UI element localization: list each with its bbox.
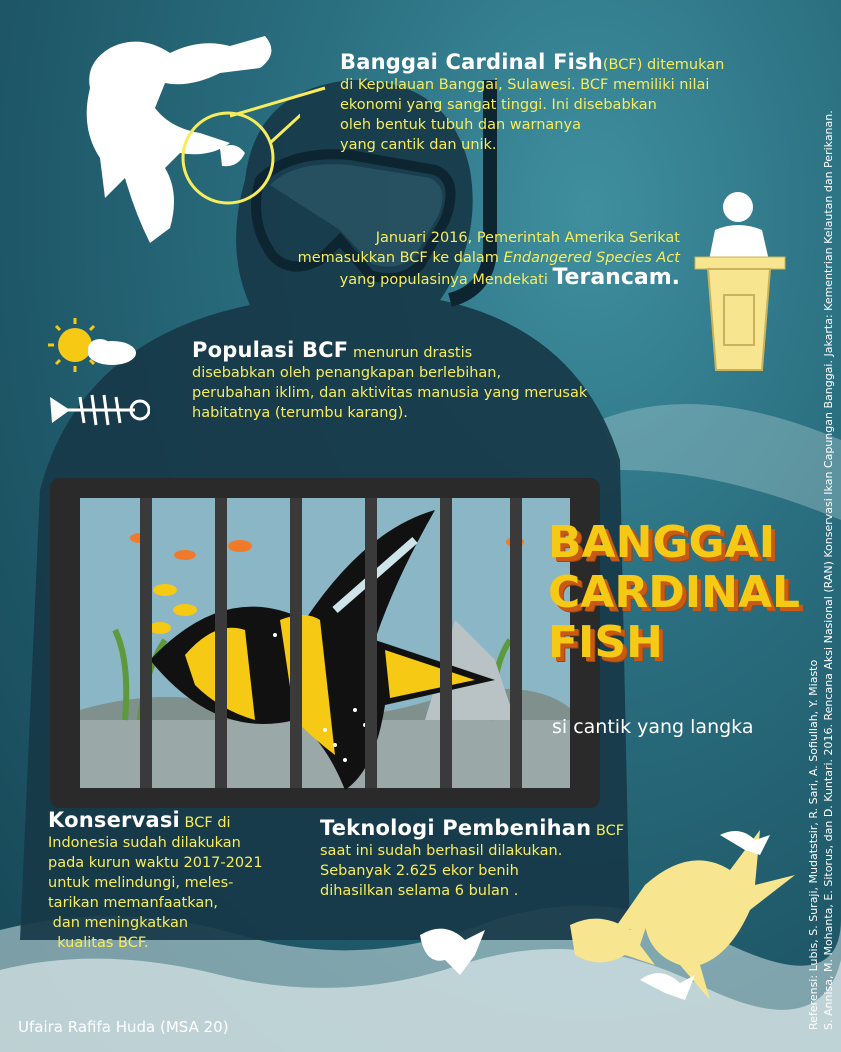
conservation-line: tarikan memanfaatkan, [48, 895, 219, 911]
conservation-line: dan meningkatkan [48, 915, 189, 931]
technology-line: saat ini sudah berhasil dilakukan. [320, 843, 563, 859]
policy-act-name: Endangered Species Act [503, 250, 680, 266]
map-pointer-line [230, 48, 330, 118]
technology-line: BCF [591, 823, 625, 839]
policy-emphasis: Terancam. [552, 265, 680, 290]
conservation-line: pada kurun waktu 2017-2021 [48, 855, 263, 871]
policy-line: memasukkan BCF ke dalam [297, 250, 504, 266]
population-lead: Populasi BCF [192, 338, 349, 362]
main-title-line: CARDINAL [548, 567, 801, 618]
intro-line: oleh bentuk tubuh dan warnanya [340, 117, 581, 133]
speaker-podium-icon [690, 185, 800, 385]
population-line: menurun drastis [348, 345, 473, 361]
conservation-text-block [48, 810, 308, 953]
author-credit: Ufaira Rafifa Huda (MSA 20) [18, 1018, 229, 1036]
intro-lead: Banggai Cardinal Fish [340, 50, 603, 74]
conservation-line: Indonesia sudah dilakukan [48, 835, 241, 851]
population-text-block [192, 340, 662, 423]
intro-line: (BCF) ditemukan [602, 57, 725, 73]
intro-line: di Kepulauan Banggai, Sulawesi. BCF memiliki nilai [340, 77, 710, 93]
reference-line: Referensi: Lubis, S. Suraji, Mudatstsir, R. Sari, A. Sofiullah, Y. Miasto [807, 659, 820, 1030]
technology-line: Sebanyak 2.625 ekor benih [320, 863, 519, 879]
climate-fishbone-icon [40, 315, 150, 435]
conservation-line: untuk melindungi, meles- [48, 875, 234, 891]
conservation-line: kualitas BCF. [48, 935, 149, 951]
references [806, 30, 836, 1030]
population-line: perubahan iklim, dan aktivitas manusia yang merusak [192, 385, 588, 401]
conservation-lead: Konservasi [48, 808, 180, 832]
population-line: habitatnya (terumbu karang). [192, 405, 408, 421]
technology-line: dihasilkan selama 6 bulan . [320, 883, 519, 899]
policy-line: Januari 2016, Pemerintah Amerika Serikat [375, 230, 680, 246]
intro-text-block [340, 52, 820, 155]
aquarium-cage-illustration [45, 470, 605, 820]
fish-silhouettes [400, 815, 800, 1015]
main-title-line: FISH [548, 617, 663, 668]
technology-lead: Teknologi Pembenihan [320, 816, 592, 840]
intro-line: ekonomi yang sangat tinggi. Ini disebabkan [340, 97, 657, 113]
main-title [548, 518, 838, 668]
main-title-line: BANGGAI [548, 517, 776, 568]
main-subtitle: si cantik yang langka [552, 716, 754, 738]
policy-text-block [230, 228, 680, 290]
reference-line: S. Annisa, M. Mohanta, E. Sitorus, dan D. Kuntari. 2016. Rencana Aksi Nasional (RAN) Konservasi Ikan Capungan Banggai. Jakarta: Kementrian Kelautan dan Perikanan. [822, 110, 835, 1030]
intro-line: yang cantik dan unik. [340, 137, 497, 153]
population-line: disebabkan oleh penangkapan berlebihan, [192, 365, 502, 381]
conservation-line: BCF di [179, 815, 231, 831]
policy-line: yang populasinya Mendekati [339, 272, 553, 288]
